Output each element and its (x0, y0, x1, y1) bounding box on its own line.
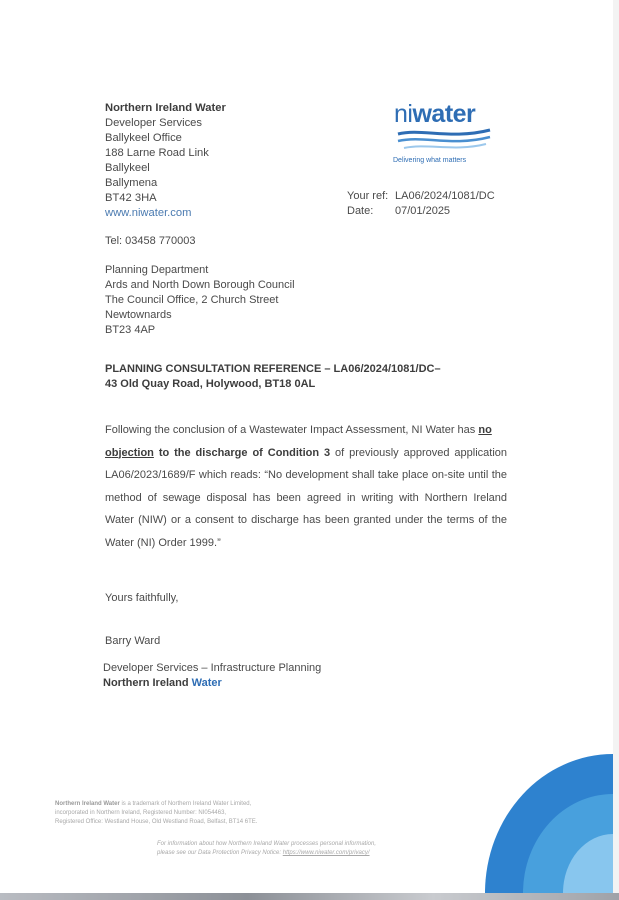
subject-line-1: PLANNING CONSULTATION REFERENCE – LA06/2024/1081/DC– (105, 363, 441, 375)
body-rest: of previously approved application LA06/2023/1689/F which reads: “No development shall take place on-site until the method of sewage disposal has been agreed in writing with Northern Ireland Water (NIW) or a consent to discharge has been granted under the terms of the Water (NI) Order 1999.” (105, 446, 507, 549)
logo-ni: ni (394, 100, 413, 128)
scan-edge-right (613, 0, 619, 893)
privacy-line: please see our Data Protection Privacy Notice: (157, 850, 283, 856)
footer-line: incorporated in Northern Ireland, Registered Number: NI054463, (55, 810, 227, 816)
footer-tm-bold: Northern Ireland Water (55, 801, 120, 807)
reference-block (347, 189, 495, 219)
recipient-line: Ards and North Down Borough Council (105, 279, 295, 291)
footer-tm-rest: is a trademark of Northern Ireland Water Limited, (119, 801, 252, 807)
body-bold-condition: to the discharge of Condition 3 (153, 446, 331, 459)
telephone: Tel: 03458 770003 (105, 235, 196, 247)
role-org-prefix: Northern Ireland (103, 677, 192, 689)
role-org (103, 676, 321, 691)
body-paragraph (105, 419, 507, 554)
date-label: Date: (347, 205, 374, 217)
subject-line-2: 43 Old Quay Road, Holywood, BT18 0AL (105, 378, 316, 390)
signer-role (103, 661, 321, 691)
closing: Yours faithfully, (105, 592, 179, 604)
recipient-line: BT23 4AP (105, 324, 156, 336)
subject-heading (105, 362, 441, 392)
recipient-line: Planning Department (105, 264, 209, 276)
sender-line: Ballykeel (105, 162, 150, 174)
footer-privacy (157, 840, 376, 858)
body-intro: Following the conclusion of a Wastewater Impact Assessment, NI Water has (105, 424, 479, 436)
sender-org: Northern Ireland Water (105, 102, 226, 114)
logo-wordmark (394, 100, 475, 129)
sender-line: BT42 3HA (105, 192, 157, 204)
website-link[interactable]: www.niwater.com (105, 207, 192, 219)
sender-line: 188 Larne Road Link (105, 147, 209, 159)
your-ref-value: LA06/2024/1081/DC (395, 190, 495, 202)
privacy-link[interactable]: https://www.niwater.com/privacy/ (282, 850, 370, 856)
sender-line: Ballykeel Office (105, 132, 182, 144)
sender-line: Ballymena (105, 177, 158, 189)
footer-line: Registered Office: Westland House, Old Westland Road, Belfast, BT14 6TE. (55, 819, 258, 825)
sender-address (105, 101, 226, 221)
wave-icon (396, 126, 492, 154)
privacy-line: For information about how Northern Ireland Water processes personal information, (157, 841, 376, 847)
recipient-line: Newtownards (105, 309, 172, 321)
sender-line: Developer Services (105, 117, 203, 129)
recipient-line: The Council Office, 2 Church Street (105, 294, 279, 306)
signer-name: Barry Ward (105, 635, 161, 647)
role-org-suffix: Water (191, 677, 222, 689)
logo-water: water (412, 100, 476, 128)
your-ref-label: Your ref: (347, 190, 389, 202)
logo-tagline: Delivering what matters (393, 157, 467, 164)
niwater-logo (392, 100, 502, 170)
body-objection: objection (105, 446, 154, 459)
role-title: Developer Services – Infrastructure Planning (103, 662, 322, 674)
date-value: 07/01/2025 (395, 205, 451, 217)
body-no: no (478, 424, 492, 436)
footer-company-info (55, 800, 257, 827)
corner-decoration (485, 754, 613, 893)
scan-edge-bottom (0, 893, 619, 900)
recipient-address (105, 263, 295, 338)
